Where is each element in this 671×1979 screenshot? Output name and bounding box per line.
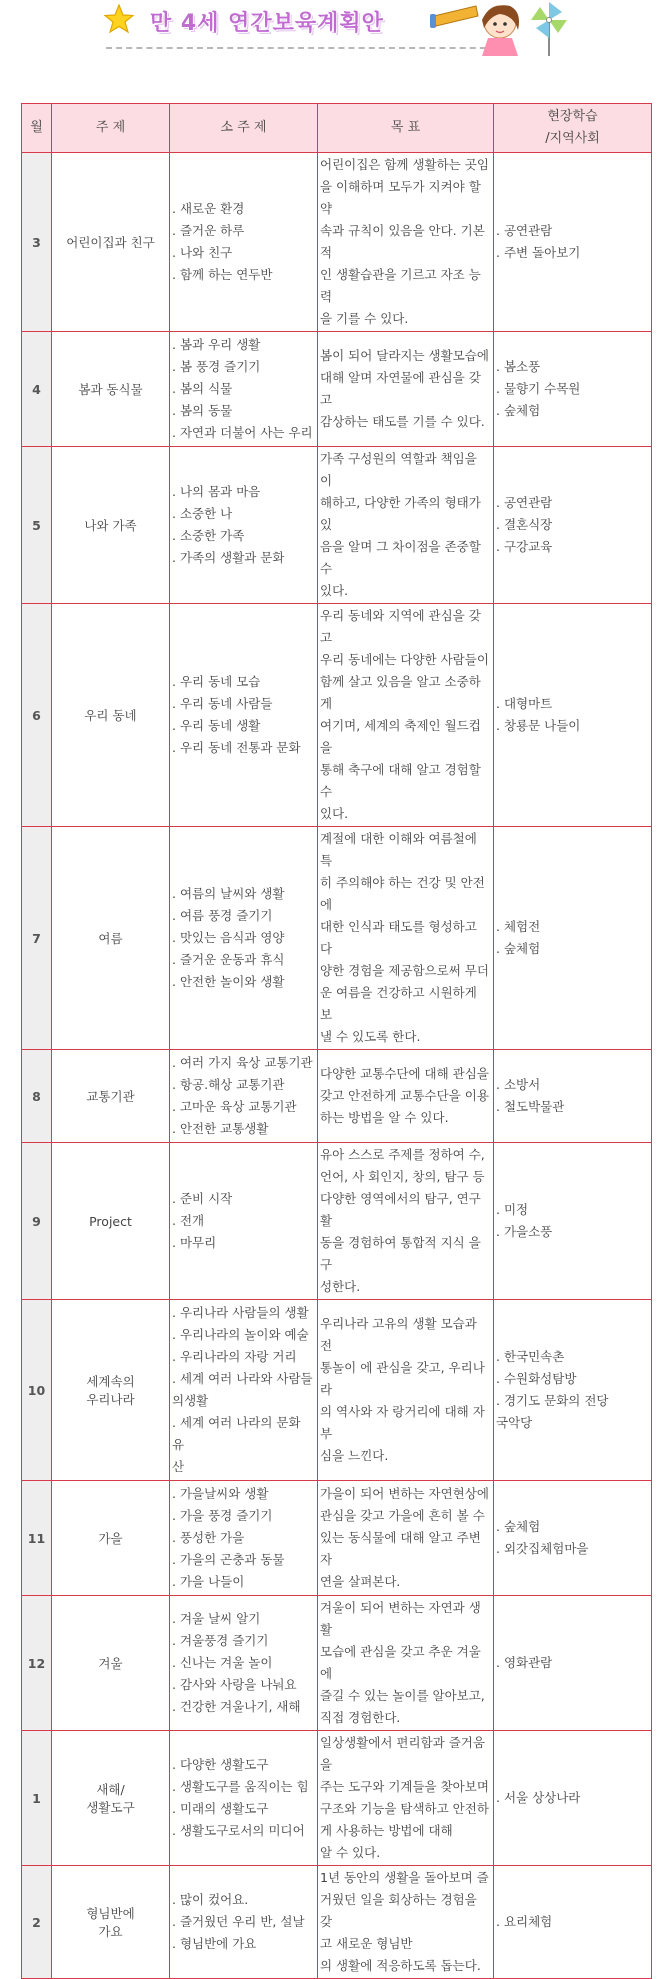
field-trip-cell-line: . 소방서 bbox=[496, 1077, 541, 1092]
field-trip-cell bbox=[494, 447, 652, 604]
field-trip-cell bbox=[494, 1143, 652, 1300]
subtopic-cell bbox=[170, 447, 318, 604]
theme-cell-line: 어린이집과 친구 bbox=[66, 235, 155, 250]
subtopic-cell-line: . 건강한 겨울나기, 새해 bbox=[172, 1699, 301, 1714]
star-icon bbox=[104, 4, 134, 34]
table-row bbox=[22, 447, 652, 604]
subtopic-cell-line: . 항공.해상 교통기관 bbox=[172, 1077, 285, 1092]
goal-cell-line: 심을 느낀다. bbox=[320, 1448, 389, 1463]
goal-cell-line: 겨울이 되어 변하는 자연과 생활 bbox=[320, 1600, 481, 1637]
goal-cell-line: 있다. bbox=[320, 806, 349, 821]
goal-cell-line: 다양한 교통수단에 대해 관심을 bbox=[320, 1066, 489, 1081]
subtopic-cell-line: . 소중한 가족 bbox=[172, 528, 245, 543]
subtopic-cell bbox=[170, 1596, 318, 1731]
table-row bbox=[22, 332, 652, 447]
goal-cell-line: 동을 경험하여 통합적 지식 을 구 bbox=[320, 1235, 481, 1272]
subtopic-cell-line: 산 bbox=[172, 1459, 185, 1474]
goal-cell-line: 어린이집은 함께 생활하는 곳임 bbox=[320, 157, 489, 172]
table-row bbox=[22, 153, 652, 332]
goal-cell-line: 다양한 영역에서의 탐구, 연구 활 bbox=[320, 1191, 481, 1228]
theme-cell bbox=[52, 1596, 170, 1731]
field-trip-cell bbox=[494, 1731, 652, 1866]
subtopic-cell-line: . 고마운 육상 교통기관 bbox=[172, 1099, 297, 1114]
subtopic-cell bbox=[170, 827, 318, 1050]
field-trip-cell-line: . 공연관람 bbox=[496, 223, 553, 238]
field-trip-cell bbox=[494, 827, 652, 1050]
subtopic-cell-line: . 소중한 나 bbox=[172, 506, 233, 521]
subtopic-cell-line: . 세계 여러 나라와 사람들 bbox=[172, 1371, 313, 1386]
goal-cell-line: 직접 경험한다. bbox=[320, 1710, 401, 1725]
field-trip-cell-line: . 구강교육 bbox=[496, 539, 553, 554]
goal-cell-line: 게 사용하는 방법에 대해 bbox=[320, 1823, 453, 1838]
goal-cell-line: 언어, 사 회인지, 창의, 탐구 등 bbox=[320, 1169, 485, 1184]
subtopic-cell-line: . 다양한 생활도구 bbox=[172, 1757, 269, 1772]
goal-cell-line: 관심을 갖고 가을에 흔히 볼 수 bbox=[320, 1508, 485, 1523]
subtopic-cell-line: . 맛있는 음식과 영양 bbox=[172, 930, 285, 945]
subtopic-cell-line: . 우리나라의 자랑 거리 bbox=[172, 1349, 297, 1364]
subtopic-cell-line: . 새로운 환경 bbox=[172, 201, 245, 216]
annual-plan-table bbox=[21, 103, 652, 1979]
subtopic-cell-line: . 우리 동네 사람들 bbox=[172, 696, 273, 711]
subtopic-cell bbox=[170, 332, 318, 447]
subtopic-cell-line: . 자연과 더불어 사는 우리 bbox=[172, 425, 313, 440]
field-trip-cell bbox=[494, 1866, 652, 1979]
table-row bbox=[22, 1596, 652, 1731]
subtopic-cell-line: . 감사와 사랑을 나눠요 bbox=[172, 1677, 297, 1692]
subtopic-cell-line: . 봄의 동물 bbox=[172, 403, 233, 418]
subtopic-cell-line: 의생활 bbox=[172, 1393, 209, 1408]
field-trip-cell-line: . 서울 상상나라 bbox=[496, 1790, 581, 1805]
page-header bbox=[0, 0, 671, 70]
subtopic-cell bbox=[170, 1143, 318, 1300]
goal-cell-line: 을 이해하며 모두가 지켜야 할 약 bbox=[320, 179, 481, 216]
month-cell: 6 bbox=[22, 604, 52, 827]
month-cell: 7 bbox=[22, 827, 52, 1050]
subtopic-cell-line: . 우리나라의 놀이와 예술 bbox=[172, 1327, 309, 1342]
theme-cell-line: 생활도구 bbox=[86, 1800, 135, 1815]
subtopic-cell bbox=[170, 153, 318, 332]
goal-cell-line: 있는 동식물에 대해 알고 주변 자 bbox=[320, 1530, 481, 1567]
theme-cell-line: 새해/ bbox=[96, 1782, 125, 1797]
table-header-row bbox=[22, 104, 652, 153]
subtopic-cell-line: . 마무리 bbox=[172, 1235, 217, 1250]
theme-cell-line: Project bbox=[89, 1213, 132, 1229]
subtopic-cell-line: . 우리 동네 생활 bbox=[172, 718, 261, 733]
field-trip-cell bbox=[494, 1481, 652, 1596]
theme-cell bbox=[52, 1050, 170, 1143]
goal-cell-line: 갖고 안전하게 교통수단을 이용 bbox=[320, 1088, 489, 1103]
subtopic-cell-line: . 전개 bbox=[172, 1213, 205, 1228]
goal-cell-line: 음을 알며 그 차이점을 존중할 수 bbox=[320, 539, 481, 576]
subtopic-cell-line: . 미래의 생활도구 bbox=[172, 1801, 269, 1816]
subtopic-cell bbox=[170, 1050, 318, 1143]
table-row bbox=[22, 1866, 652, 1979]
theme-cell bbox=[52, 1300, 170, 1481]
goal-cell-line: 고 새로운 형님반 bbox=[320, 1936, 413, 1951]
field-trip-cell-line: . 미정 bbox=[496, 1202, 529, 1217]
field-trip-cell-line: 국악당 bbox=[496, 1415, 533, 1430]
field-trip-cell-line: . 공연관람 bbox=[496, 495, 553, 510]
field-trip-cell-line: . 요리체험 bbox=[496, 1914, 553, 1929]
goal-cell bbox=[318, 153, 494, 332]
subtopic-cell-line: . 생활도구를 움직이는 힘 bbox=[172, 1779, 309, 1794]
field-trip-cell-line: . 외갓집체험마을 bbox=[496, 1541, 589, 1556]
month-cell: 3 bbox=[22, 153, 52, 332]
theme-cell-line: 가요 bbox=[98, 1924, 123, 1939]
goal-cell-line: 계절에 대한 이해와 여름철에 특 bbox=[320, 831, 477, 868]
subtopic-cell-line: . 여름의 날씨와 생활 bbox=[172, 886, 285, 901]
goal-cell bbox=[318, 827, 494, 1050]
goal-cell bbox=[318, 1143, 494, 1300]
subtopic-cell-line: . 함께 하는 연두반 bbox=[172, 267, 273, 282]
month-cell: 1 bbox=[22, 1731, 52, 1866]
subtopic-cell-line: . 봄의 식물 bbox=[172, 381, 233, 396]
subtopic-cell-line: . 즐거웠던 우리 반, 설날 bbox=[172, 1914, 305, 1929]
goal-cell bbox=[318, 1596, 494, 1731]
field-trip-cell bbox=[494, 1300, 652, 1481]
theme-cell-line: 겨울 bbox=[98, 1656, 123, 1671]
subtopic-cell-line: . 봄과 우리 생활 bbox=[172, 337, 261, 352]
goal-cell-line: 주는 도구와 기계들을 찾아보며 bbox=[320, 1779, 489, 1794]
theme-cell-line: 가을 bbox=[98, 1531, 123, 1546]
theme-cell bbox=[52, 827, 170, 1050]
theme-cell-line: 형님반에 bbox=[86, 1906, 135, 1921]
table-row bbox=[22, 1050, 652, 1143]
subtopic-cell-line: . 가을의 곤충과 동물 bbox=[172, 1552, 285, 1567]
goal-cell-line: 성한다. bbox=[320, 1279, 361, 1294]
goal-cell-line: 을 기를 수 있다. bbox=[320, 311, 409, 326]
page-title: 만 4세 연간보육계획안 bbox=[150, 11, 384, 36]
month-cell: 10 bbox=[22, 1300, 52, 1481]
field-trip-cell-line: . 주변 돌아보기 bbox=[496, 245, 581, 260]
subtopic-cell-line: . 가을 나들이 bbox=[172, 1574, 245, 1589]
field-trip-cell-line: . 숲체험 bbox=[496, 1519, 541, 1534]
table-row bbox=[22, 1731, 652, 1866]
subtopic-cell-line: . 봄 풍경 즐기기 bbox=[172, 359, 261, 374]
table-row bbox=[22, 1300, 652, 1481]
goal-cell-line: 양한 경험을 제공함으로써 무더 bbox=[320, 963, 489, 978]
goal-cell-line: 거웠던 일을 회상하는 경험을 갖 bbox=[320, 1892, 477, 1929]
field-trip-cell-line: . 가을소풍 bbox=[496, 1224, 553, 1239]
goal-cell-line: 함께 살고 있음을 알고 소중하게 bbox=[320, 674, 481, 711]
theme-cell bbox=[52, 1143, 170, 1300]
field-trip-cell-line: . 결혼식장 bbox=[496, 517, 553, 532]
theme-cell-line: 세계속의 bbox=[86, 1374, 135, 1389]
month-cell: 9 bbox=[22, 1143, 52, 1300]
theme-cell-line: 여름 bbox=[98, 931, 123, 946]
goal-cell bbox=[318, 604, 494, 827]
goal-cell-line: 감상하는 태도를 기를 수 있다. bbox=[320, 414, 485, 429]
goal-cell-line: 유아 스스로 주제를 정하여 수, bbox=[320, 1147, 485, 1162]
theme-cell bbox=[52, 447, 170, 604]
field-trip-cell-line: . 숲체험 bbox=[496, 403, 541, 418]
goal-cell-line: 알 수 있다. bbox=[320, 1845, 381, 1860]
header-month: 월 bbox=[22, 104, 52, 153]
goal-cell-line: 우리 동네와 지역에 관심을 갖고 bbox=[320, 608, 481, 645]
pinwheel-icon bbox=[528, 0, 570, 56]
table-row bbox=[22, 604, 652, 827]
header-subtopic: 소 주 제 bbox=[170, 104, 318, 153]
field-trip-cell-line: . 영화관람 bbox=[496, 1655, 553, 1670]
goal-cell-line: 통해 축구에 대해 알고 경험할 수 bbox=[320, 762, 481, 799]
month-cell: 5 bbox=[22, 447, 52, 604]
subtopic-cell-line: . 즐거운 하루 bbox=[172, 223, 245, 238]
month-cell: 2 bbox=[22, 1866, 52, 1979]
table-row bbox=[22, 1481, 652, 1596]
theme-cell-line: 우리 동네 bbox=[84, 708, 137, 723]
subtopic-cell-line: . 신나는 겨울 놀이 bbox=[172, 1655, 273, 1670]
subtopic-cell-line: . 나와 친구 bbox=[172, 245, 233, 260]
theme-cell bbox=[52, 153, 170, 332]
goal-cell-line: 봄이 되어 달라지는 생활모습에 bbox=[320, 348, 489, 363]
subtopic-cell bbox=[170, 604, 318, 827]
subtopic-cell-line: . 가족의 생활과 문화 bbox=[172, 550, 285, 565]
goal-cell-line: 구조와 기능을 탐색하고 안전하 bbox=[320, 1801, 489, 1816]
table-row bbox=[22, 827, 652, 1050]
subtopic-cell-line: . 안전한 교통생활 bbox=[172, 1121, 269, 1136]
field-trip-cell-line: . 체험전 bbox=[496, 919, 541, 934]
goal-cell bbox=[318, 447, 494, 604]
field-trip-cell bbox=[494, 1596, 652, 1731]
goal-cell bbox=[318, 1050, 494, 1143]
field-trip-cell-line: . 봄소풍 bbox=[496, 359, 541, 374]
subtopic-cell-line: . 많이 컸어요. bbox=[172, 1892, 249, 1907]
field-trip-cell-line: . 숲체험 bbox=[496, 941, 541, 956]
goal-cell-line: 통놀이 에 관심을 갖고, 우리나라 bbox=[320, 1360, 485, 1397]
goal-cell-line: 속과 규칙이 있음을 안다. 기본적 bbox=[320, 223, 485, 260]
field-trip-cell bbox=[494, 1050, 652, 1143]
field-trip-cell-line: . 철도박물관 bbox=[496, 1099, 565, 1114]
goal-cell-line: 대한 인식과 태도를 형성하고 다 bbox=[320, 919, 477, 956]
goal-cell-line: 의 생활에 적응하도록 돕는다. bbox=[320, 1958, 481, 1973]
subtopic-cell-line: . 세계 여러 나라의 문화 유 bbox=[172, 1415, 301, 1452]
goal-cell-line: 우리나라 고유의 생활 모습과 전 bbox=[320, 1316, 477, 1353]
subtopic-cell-line: . 우리나라 사람들의 생활 bbox=[172, 1305, 309, 1320]
goal-cell-line: 우리 동네에는 다양한 사람들이 bbox=[320, 652, 489, 667]
subtopic-cell-line: . 여러 가지 육상 교통기관 bbox=[172, 1055, 313, 1070]
month-cell: 4 bbox=[22, 332, 52, 447]
theme-cell bbox=[52, 1731, 170, 1866]
theme-cell-line: 봄과 동식물 bbox=[78, 382, 143, 397]
subtopic-cell-line: . 가을날씨와 생활 bbox=[172, 1486, 269, 1501]
field-trip-cell bbox=[494, 153, 652, 332]
subtopic-cell-line: . 우리 동네 전통과 문화 bbox=[172, 740, 301, 755]
goal-cell-line: 하는 방법을 알 수 있다. bbox=[320, 1110, 449, 1125]
goal-cell bbox=[318, 1866, 494, 1979]
goal-cell-line: 연을 살펴본다. bbox=[320, 1574, 401, 1589]
goal-cell bbox=[318, 1731, 494, 1866]
header-theme: 주 제 bbox=[52, 104, 170, 153]
goal-cell bbox=[318, 332, 494, 447]
header-goal: 목 표 bbox=[318, 104, 494, 153]
subtopic-cell-line: . 가을 풍경 즐기기 bbox=[172, 1508, 273, 1523]
month-cell: 11 bbox=[22, 1481, 52, 1596]
goal-cell-line: 있다. bbox=[320, 583, 349, 598]
subtopic-cell bbox=[170, 1731, 318, 1866]
subtopic-cell-line: . 안전한 놀이와 생활 bbox=[172, 974, 285, 989]
subtopic-cell-line: . 즐거운 운동과 휴식 bbox=[172, 952, 285, 967]
theme-cell-line: 우리나라 bbox=[86, 1392, 135, 1407]
goal-cell-line: 즐길 수 있는 놀이를 알아보고, bbox=[320, 1688, 485, 1703]
goal-cell-line: 일상생활에서 편리함과 즐거움을 bbox=[320, 1735, 485, 1772]
field-trip-cell-line: . 대형마트 bbox=[496, 696, 553, 711]
field-trip-cell-line: . 수원화성탐방 bbox=[496, 1371, 577, 1386]
header-field-trip: 현장학습 /지역사회 bbox=[494, 104, 652, 153]
subtopic-cell-line: . 여름 풍경 즐기기 bbox=[172, 908, 273, 923]
theme-cell bbox=[52, 1481, 170, 1596]
goal-cell-line: 대해 알며 자연물에 관심을 갖고 bbox=[320, 370, 481, 407]
goal-cell-line: 가족 구성원의 역할과 책임을 이 bbox=[320, 451, 477, 488]
goal-cell-line: 모습에 관심을 갖고 추운 겨울에 bbox=[320, 1644, 481, 1681]
theme-cell-line: 나와 가족 bbox=[84, 518, 137, 533]
goal-cell-line: 운 여름을 건강하고 시원하게 보 bbox=[320, 985, 477, 1022]
subtopic-cell-line: . 생활도구로서의 미디어 bbox=[172, 1823, 305, 1838]
theme-cell bbox=[52, 604, 170, 827]
field-trip-cell-line: . 경기도 문화의 전당 bbox=[496, 1393, 609, 1408]
field-trip-cell-line: . 창룡문 나들이 bbox=[496, 718, 581, 733]
subtopic-cell-line: . 겨울풍경 즐기기 bbox=[172, 1633, 269, 1648]
field-trip-cell-line: . 물향기 수목원 bbox=[496, 381, 581, 396]
theme-cell bbox=[52, 332, 170, 447]
goal-cell bbox=[318, 1300, 494, 1481]
theme-cell bbox=[52, 1866, 170, 1979]
month-cell: 8 bbox=[22, 1050, 52, 1143]
goal-cell-line: 인 생활습관을 기르고 자조 능력 bbox=[320, 267, 481, 304]
subtopic-cell bbox=[170, 1481, 318, 1596]
month-cell: 12 bbox=[22, 1596, 52, 1731]
field-trip-cell-line: . 한국민속촌 bbox=[496, 1349, 565, 1364]
goal-cell bbox=[318, 1481, 494, 1596]
subtopic-cell-line: . 겨울 날씨 알기 bbox=[172, 1611, 261, 1626]
theme-cell-line: 교통기관 bbox=[86, 1089, 135, 1104]
goal-cell-line: 낼 수 있도록 한다. bbox=[320, 1029, 421, 1044]
subtopic-cell-line: . 나의 몸과 마음 bbox=[172, 484, 261, 499]
subtopic-cell-line: . 형님반에 가요 bbox=[172, 1936, 257, 1951]
table-row bbox=[22, 1143, 652, 1300]
subtopic-cell-line: . 우리 동네 모습 bbox=[172, 674, 261, 689]
field-trip-cell bbox=[494, 604, 652, 827]
subtopic-cell-line: . 준비 시작 bbox=[172, 1191, 233, 1206]
subtopic-cell-line: . 풍성한 가을 bbox=[172, 1530, 245, 1545]
field-trip-cell bbox=[494, 332, 652, 447]
goal-cell-line: 가을이 되어 변하는 자연현상에 bbox=[320, 1486, 489, 1501]
goal-cell-line: 해하고, 다양한 가족의 형태가 있 bbox=[320, 495, 481, 532]
goal-cell-line: 히 주의해야 하는 건강 및 안전에 bbox=[320, 875, 485, 912]
subtopic-cell bbox=[170, 1300, 318, 1481]
goal-cell-line: 1년 동안의 생활을 돌아보며 즐 bbox=[320, 1870, 489, 1885]
subtopic-cell bbox=[170, 1866, 318, 1979]
goal-cell-line: 여기며, 세계의 축제인 월드컵을 bbox=[320, 718, 481, 755]
goal-cell-line: 의 역사와 자 랑거리에 대해 자부 bbox=[320, 1404, 485, 1441]
